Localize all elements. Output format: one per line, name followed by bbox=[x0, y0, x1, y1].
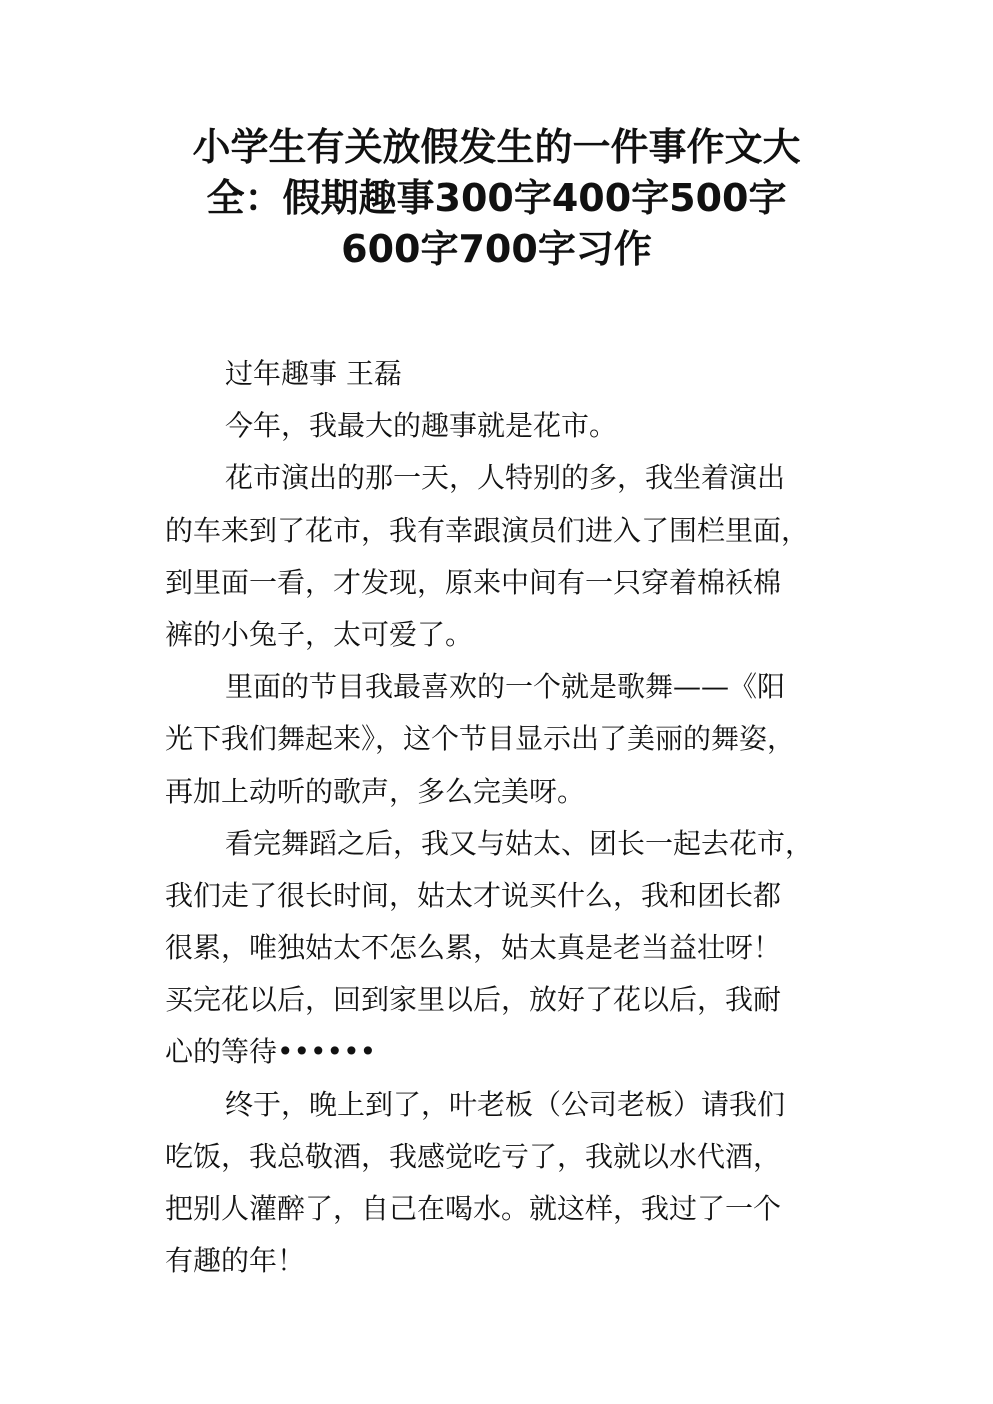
body-line: 把别人灌醉了，自己在喝水。就这样，我过了一个 bbox=[165, 1192, 782, 1225]
body-line: 里面的节目我最喜欢的一个就是歌舞——《阳 bbox=[225, 670, 786, 704]
body-line: 我们走了很长时间，姑太才说买什么，我和团长都 bbox=[165, 878, 782, 912]
title-line: 600字700字习作 bbox=[341, 227, 652, 271]
body-line: 买完花以后，回到家里以后，放好了花以后，我耐 bbox=[165, 983, 782, 1017]
body-line: 终于，晚上到了，叶老板（公司老板）请我们 bbox=[225, 1087, 786, 1121]
body-line: 到里面一看，才发现，原来中间有一只穿着棉袄棉 bbox=[165, 565, 782, 599]
body-line: 花市演出的那一天，人特别的多，我坐着演出 bbox=[225, 461, 786, 495]
body-line: 心的等待•••••• bbox=[165, 1035, 377, 1069]
body-line: 今年，我最大的趣事就是花市。 bbox=[225, 409, 618, 443]
body-line: 光下我们舞起来》，这个节目显示出了美丽的舞姿， bbox=[165, 722, 796, 756]
body-line: 的车来到了花市，我有幸跟演员们进入了围栏里面， bbox=[165, 513, 810, 547]
document-title bbox=[120, 122, 873, 275]
body-line: 裤的小兔子，太可爱了。 bbox=[165, 617, 474, 651]
body-line: 有趣的年！ bbox=[165, 1244, 306, 1278]
body-line: 吃饭，我总敬酒，我感觉吃亏了，我就以水代酒， bbox=[165, 1139, 782, 1173]
title-line: 全：假期趣事300字400字500字 bbox=[206, 176, 787, 220]
body-line: 过年趣事 王磊 bbox=[225, 357, 402, 390]
body-line: 看完舞蹈之后，我又与姑太、团长一起去花市， bbox=[225, 826, 814, 860]
title-line: 小学生有关放假发生的一件事作文大 bbox=[192, 125, 801, 169]
document-body bbox=[165, 348, 845, 1287]
body-line: 很累，唯独姑太不怎么累，姑太真是老当益壮呀！ bbox=[165, 931, 782, 965]
body-line: 再加上动听的歌声，多么完美呀。 bbox=[165, 774, 586, 808]
